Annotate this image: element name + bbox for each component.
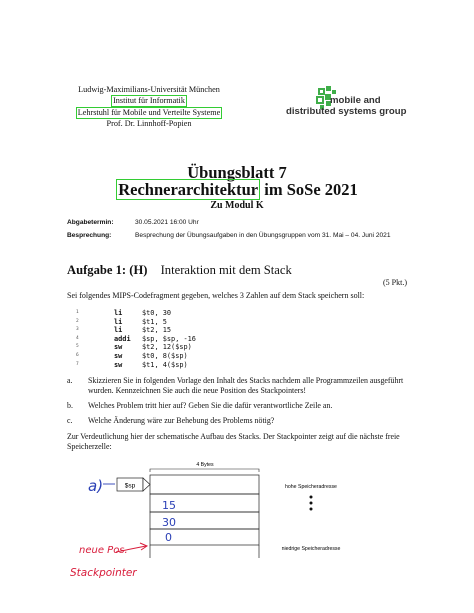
module-title: Zu Modul K (210, 200, 264, 211)
discussion-row (67, 232, 417, 252)
question-label: a. (67, 376, 73, 385)
bytes-label: 4 Bytes (196, 462, 214, 468)
question-b (67, 401, 412, 411)
discussion-label: Besprechung: (67, 232, 112, 239)
handwritten-a: a) (88, 477, 104, 495)
course-name: Rechnerarchitektur (118, 180, 259, 199)
institute-name: Institut für Informatik (113, 96, 185, 105)
logo-text (286, 95, 407, 117)
discussion-value: Besprechung der Übungsaufgaben in den Übungsgruppen vom 31. Mai – 04. Juni 2021 (135, 232, 391, 239)
task-number: Aufgabe 1: (H) (67, 263, 148, 277)
task-points: (5 Pkt.) (383, 278, 407, 287)
deadline-row (67, 219, 417, 229)
university-name: Ludwig-Maximilians-Universität München (78, 85, 220, 94)
diagram-intro: Zur Verdeutlichung hier der schematische Aufbau des Stacks. Der Stackpointer zeigt auf die nächste freie Speicherzelle: (67, 432, 400, 451)
sp-label: $sp (124, 482, 136, 490)
bytes-brace (150, 469, 259, 472)
task-intro: Sei folgendes MIPS-Codefragment gegeben, welches 3 Zahlen auf dem Stack speichern soll: (67, 291, 365, 300)
cell-value-0: 0 (165, 531, 172, 544)
question-label: b. (67, 401, 73, 410)
question-text: Welches Problem tritt hier auf? Geben Sie die dafür verantwortliche Zeile an. (88, 401, 333, 410)
logo-line-2: distributed systems group (286, 105, 407, 117)
question-a (67, 376, 412, 396)
course-term: im SoSe 2021 (264, 180, 358, 199)
sp-pointer (117, 478, 150, 491)
logo-line-1: mobile and (330, 95, 381, 106)
high-address-label: hohe Speicheradresse (285, 484, 337, 490)
sheet-title: Übungsblatt 7 (187, 163, 287, 182)
note-stackpointer: Stackpointer (70, 567, 137, 579)
task-heading (67, 263, 292, 278)
ellipsis-dots (310, 496, 313, 511)
task-title: Interaktion mit dem Stack (160, 263, 292, 277)
university-block (70, 85, 228, 129)
stack-diagram (0, 455, 474, 605)
course-title (0, 180, 474, 200)
question-c (67, 416, 412, 426)
question-text: Skizzieren Sie in folgenden Vorlage den Inhalt des Stacks nachdem alle Programmzeilen ausgeführt wurden. Kennzeichnen Sie auch die neue Position des Stackpointers! (88, 376, 404, 395)
professor-name: Prof. Dr. Linnhoff-Popien (106, 119, 192, 128)
low-address-label: niedrige Speicheradresse (281, 546, 341, 552)
question-text: Welche Änderung wäre zur Behebung des Problems nötig? (88, 416, 275, 425)
deadline-value: 30.05.2021 16:00 Uhr (135, 219, 199, 226)
cell-value-30: 30 (162, 516, 176, 529)
note-new-position: neue Pos. (79, 545, 128, 556)
cell-value-15: 15 (162, 499, 176, 512)
question-label: c. (67, 416, 73, 425)
chair-name: Lehrstuhl für Mobile und Verteilte Systeme (77, 108, 221, 117)
deadline-label: Abgabetermin: (67, 219, 114, 226)
